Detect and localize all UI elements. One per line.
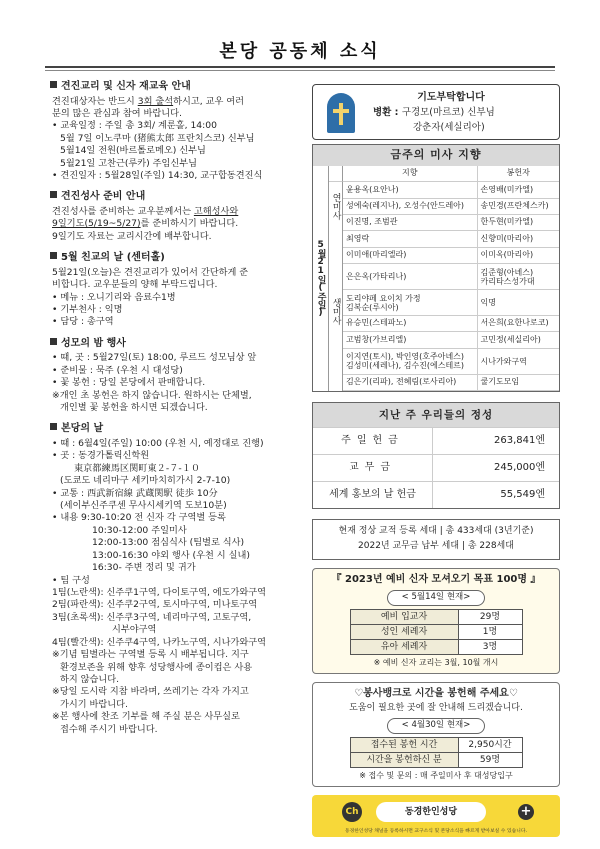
mass-intention: 이진명, 조범관 <box>343 215 477 231</box>
mass-intention: 유승민(스테파노) <box>343 316 477 332</box>
section-heading: 본당의 날 <box>50 422 305 436</box>
volunteer-date: < 4월30일 현재> <box>387 718 486 733</box>
stat-label: 시간을 봉헌하신 분 <box>350 753 458 768</box>
section-heading: 견진성사 준비 안내 <box>50 190 305 204</box>
text-line: 10:30-12:00 주일미사 <box>92 524 187 536</box>
stat-label: 세계 홍보의 날 헌금 <box>313 482 433 508</box>
section-heading: 성모의 밤 행사 <box>50 337 305 351</box>
stat-row <box>350 609 522 624</box>
text-line: • 때 : 6월4일(주일) 10:00 (우천 시, 예정대로 진행) <box>52 437 264 449</box>
stat-row <box>313 481 559 508</box>
text-line: • 꽃 봉헌 : 당일 본당에서 판매합니다. <box>52 377 206 389</box>
mass-row <box>343 264 559 290</box>
text-line: (세이부신주쿠센 무사시세키역 도보10분) <box>60 500 227 512</box>
stat-value: 2,950시간 <box>458 737 522 752</box>
mass-offerer: 신향미(마리아) <box>477 231 559 247</box>
text-line: 東京都練馬区関町東２-７-１０ <box>74 462 201 474</box>
mass-row <box>343 182 559 198</box>
target-title: 『 2023년 예비 신자 모셔오기 목표 100명 』 <box>331 573 541 585</box>
registration-line: 현재 정상 교적 등록 세대 | 총 433세대 (3년기준) <box>338 526 534 537</box>
mass-offerer: 고민정(세실리아) <box>477 332 559 348</box>
mass-intention: 은은옥(가타리나) <box>343 264 477 290</box>
mass-intention: 이지연(토시), 박인영(호주아녜스) 김성미(세레나), 김수진(에스테르) <box>343 348 477 374</box>
left-column <box>50 80 305 744</box>
square-bullet-icon <box>50 338 57 345</box>
section-mary-night <box>50 337 305 415</box>
target-table <box>350 609 523 655</box>
text-line: • 준비물 : 묵주 (우천 시 대성당) <box>52 364 183 376</box>
text-line: 접수해 주시기 바랍니다. <box>60 723 158 735</box>
text-line: ※당일 도시락 지참 바라며, 쓰레기는 각자 가지고 <box>52 686 249 698</box>
text-line: 하지 않습니다. <box>60 673 120 685</box>
square-bullet-icon <box>50 81 57 88</box>
col-offerer: 봉헌자 <box>477 166 559 182</box>
stat-label: 교무금 <box>313 455 433 481</box>
add-channel-icon[interactable]: + <box>518 804 534 820</box>
mass-intention: 김은기(리파), 전혜림(로사리아) <box>343 374 477 390</box>
text-line: 4팀(빨간색): 신주쿠4구역, 나카노구역, 시나가와구역 <box>52 636 267 648</box>
group-memorial: 연미사 <box>329 182 343 231</box>
text-line: ※개인 초 봉헌은 하지 않습니다. 원하시는 단체별, <box>52 389 252 401</box>
stat-value: 3명 <box>458 639 522 654</box>
square-bullet-icon <box>50 423 57 430</box>
target-date: < 5월14일 현재> <box>387 590 486 605</box>
text-line: • 때, 곳 : 5월27일(토) 18:00, 루르드 성모님상 앞 <box>52 352 257 364</box>
text-line: • 팀 구성 <box>52 574 90 586</box>
mass-offerer: 손영배(미카엘) <box>477 182 559 198</box>
text-line: 5월 7일 이노쿠마 (猪熊太郎 프란치스코) 신부님 <box>60 132 255 144</box>
mass-row <box>343 348 559 374</box>
text-line: • 내용 9:30-10:20 전 신자 각 구역별 등록 <box>52 512 226 524</box>
stat-value: 263,841엔 <box>493 435 545 447</box>
channel-name[interactable]: 동경한인성당 <box>376 802 486 822</box>
mass-offerer: 한두현(미카엘) <box>477 215 559 231</box>
text-line: 5월21일(오늘)은 견진교리가 있어서 간단하게 준 <box>52 266 249 278</box>
stat-row <box>350 737 522 752</box>
text-line: • 견진일자 : 5월28일(주일) 14:30, 교구합동견진식 <box>52 170 263 182</box>
stat-row <box>313 427 559 454</box>
mass-intention: 성에숙(레지나), 오성수(안드레아) <box>343 199 477 215</box>
title-divider <box>45 66 555 68</box>
mass-row <box>343 290 559 316</box>
text-line: 5월21일 고찬근(루카) 주임신부님 <box>60 157 198 169</box>
text-line: 비합니다. 교우분들의 양해 부탁드립니다. <box>52 279 218 291</box>
text-line: ※기념 팀별라는 구역별 등록 시 배부됩니다. 지구 <box>52 649 249 661</box>
text-line: 견진성사를 준비하는 교우분께서는 고해성사와 <box>52 205 239 217</box>
channel-footer: 동경한인성당 채널을 등록하시면 교구소식 및 본당소식을 빠르게 받아보실 수 있습니다. <box>344 828 528 834</box>
mass-row <box>343 199 559 215</box>
prayer-line: 강춘자(세실리아) <box>413 122 485 133</box>
mass-row <box>343 332 559 348</box>
living-mass-table <box>343 231 559 390</box>
stat-label: 유아 세례자 <box>350 639 458 654</box>
volunteer-title: ♡봉사뱅크로 시간을 봉헌해 주세요♡ <box>354 687 518 699</box>
text-line: (도쿄도 네리마구 세키마치히가시 2-7-10) <box>60 475 231 487</box>
page-title: 본당 공동체 소식 <box>219 41 381 62</box>
right-column <box>312 80 560 837</box>
mass-offerer: 쿨기도모임 <box>477 374 559 390</box>
group-living: 생미사 <box>329 231 343 390</box>
text-line: • 담당 : 총구역 <box>52 316 114 328</box>
prayer-title: 기도부탁합니다 <box>417 92 485 103</box>
mass-offerer: 송민경(프란체스카) <box>477 199 559 215</box>
mass-row <box>343 248 559 264</box>
text-line: 견진대상자는 반드시 3회 출석하시고, 교우 여러 <box>52 95 245 107</box>
mass-offerer: 익명 <box>477 290 559 316</box>
mass-row <box>343 374 559 390</box>
section-heading: 5월 친교의 날 (센터홀) <box>50 251 305 265</box>
volunteer-bank-box <box>312 682 560 787</box>
text-line: 가시기 바랍니다. <box>60 698 128 710</box>
mass-body <box>313 166 559 391</box>
mass-offerer: 김준형(아녜스) 카리타스성가대 <box>477 264 559 290</box>
stat-value: 59명 <box>458 753 522 768</box>
stat-row <box>350 639 522 654</box>
target-note: ※ 예비 신자 교리는 3월, 10월 개시 <box>373 658 499 667</box>
mass-intention: 최영락 <box>343 231 477 247</box>
text-line: ※본 행사에 찬조 기부를 해 주실 분은 사무실로 <box>52 711 240 723</box>
mass-intention: 고범창(가브리엘) <box>343 332 477 348</box>
stat-row <box>350 624 522 639</box>
stat-label: 성인 세례자 <box>350 624 458 639</box>
section-confirmation-education <box>50 80 305 182</box>
section-confirmation-prep <box>50 190 305 243</box>
title-divider-thin <box>45 70 555 71</box>
text-line: 1팀(노란색): 신주쿠1구역, 다이토구역, 에도가와구역 <box>52 587 267 598</box>
prayer-request-box <box>312 84 560 140</box>
mass-offerer: 이미옥(마리아) <box>477 248 559 264</box>
text-line: 9일기도(5/19~5/27)를 준비하시기 바랍니다. <box>52 218 239 230</box>
text-line: 12:00-13:00 점심식사 (팀별로 식사) <box>92 537 245 549</box>
mass-row <box>343 316 559 332</box>
text-line: • 교육일정 : 주일 총 3회/ 계룬홀, 14:00 <box>52 120 217 132</box>
mass-row <box>343 231 559 247</box>
kakao-channel-banner[interactable] <box>312 795 560 837</box>
stat-label: 주일헌금 <box>313 428 433 454</box>
registration-box <box>312 519 560 560</box>
text-line: 분의 많은 관심과 참여 바랍니다. <box>52 107 182 119</box>
text-line: 16:30- 주변 정리 및 귀가 <box>92 562 196 574</box>
mass-intention: 윤용옥(요안나) <box>343 182 477 198</box>
registration-line: 2022년 교무금 납부 세대 | 총 228세대 <box>358 541 514 552</box>
volunteer-table <box>350 737 523 768</box>
text-line: 3팀(초록색): 신주쿠3구역, 네리마구역, 고토구역, <box>52 611 252 623</box>
text-line: 시부야구역 <box>112 624 157 636</box>
volunteer-subtitle: 도움이 필요한 곳에 잘 안내해 드리겠습니다. <box>349 703 523 714</box>
channel-logo-icon: Ch <box>342 802 362 822</box>
memorial-mass-table <box>343 182 559 231</box>
stat-value: 1명 <box>458 624 522 639</box>
text-line: • 교통 : 西武新宿線 武蔵関駅 徒歩 10分 <box>52 487 218 499</box>
catechumen-target-box <box>312 568 560 674</box>
mass-row <box>343 215 559 231</box>
volunteer-note: ※ 접수 및 문의 : 매 주일미사 후 대성당입구 <box>359 771 513 781</box>
stat-value: 55,549엔 <box>500 489 545 501</box>
mass-date: 5월21일(주일) <box>313 166 329 391</box>
stat-row <box>313 454 559 481</box>
text-line: 환경보존을 위해 향후 성당행사에 종이컵은 사용 <box>60 661 253 673</box>
mass-intention: 도리야페 요이치 가정 김복순(루시아) <box>343 290 477 316</box>
col-intention: 지향 <box>343 166 477 182</box>
offering-stats-box <box>312 402 560 509</box>
stats-title: 지난 주 우리들의 정성 <box>313 403 559 427</box>
text-line: 13:00-16:30 야외 행사 (우천 시 실내) <box>92 549 250 561</box>
mass-intention: 이미애(마리엘라) <box>343 248 477 264</box>
text-line: 개인별 꽃 봉헌을 하시면 되겠습니다. <box>60 402 208 414</box>
mass-offerer: 시나가와구역 <box>477 348 559 374</box>
prayer-line: 병환 : 구경모(마르코) 신부님 <box>373 107 495 118</box>
section-heading: 견진교리 및 신자 재교육 안내 <box>50 80 305 94</box>
text-line: 5월14일 전원(바르톨로메오) 신부님 <box>60 145 206 157</box>
text-line: • 기부천사 : 익명 <box>52 303 123 315</box>
text-line: 2팀(파란색): 신주쿠2구역, 토시마구역, 미나토구역 <box>52 599 258 611</box>
text-line: • 메뉴 : 오니기리와 음료수1병 <box>52 291 176 303</box>
stat-value: 245,000엔 <box>493 462 545 474</box>
text-line: 9일기도 자료는 교리시간에 배부합니다. <box>52 230 212 242</box>
section-fellowship-day <box>50 251 305 329</box>
mass-title: 금주의 미사 지향 <box>313 145 559 166</box>
stat-label: 예비 입교자 <box>350 609 458 624</box>
mass-offerer: 서은희(요한나로코) <box>477 316 559 332</box>
stat-row <box>350 753 522 768</box>
mass-intention-box <box>312 144 560 392</box>
text-line: • 곳 : 동경가톨릭신학원 <box>52 450 150 462</box>
square-bullet-icon <box>50 252 57 259</box>
section-parish-day <box>50 422 305 736</box>
stat-value: 29명 <box>458 609 522 624</box>
stat-label: 접수된 봉헌 시간 <box>350 737 458 752</box>
square-bullet-icon <box>50 191 57 198</box>
